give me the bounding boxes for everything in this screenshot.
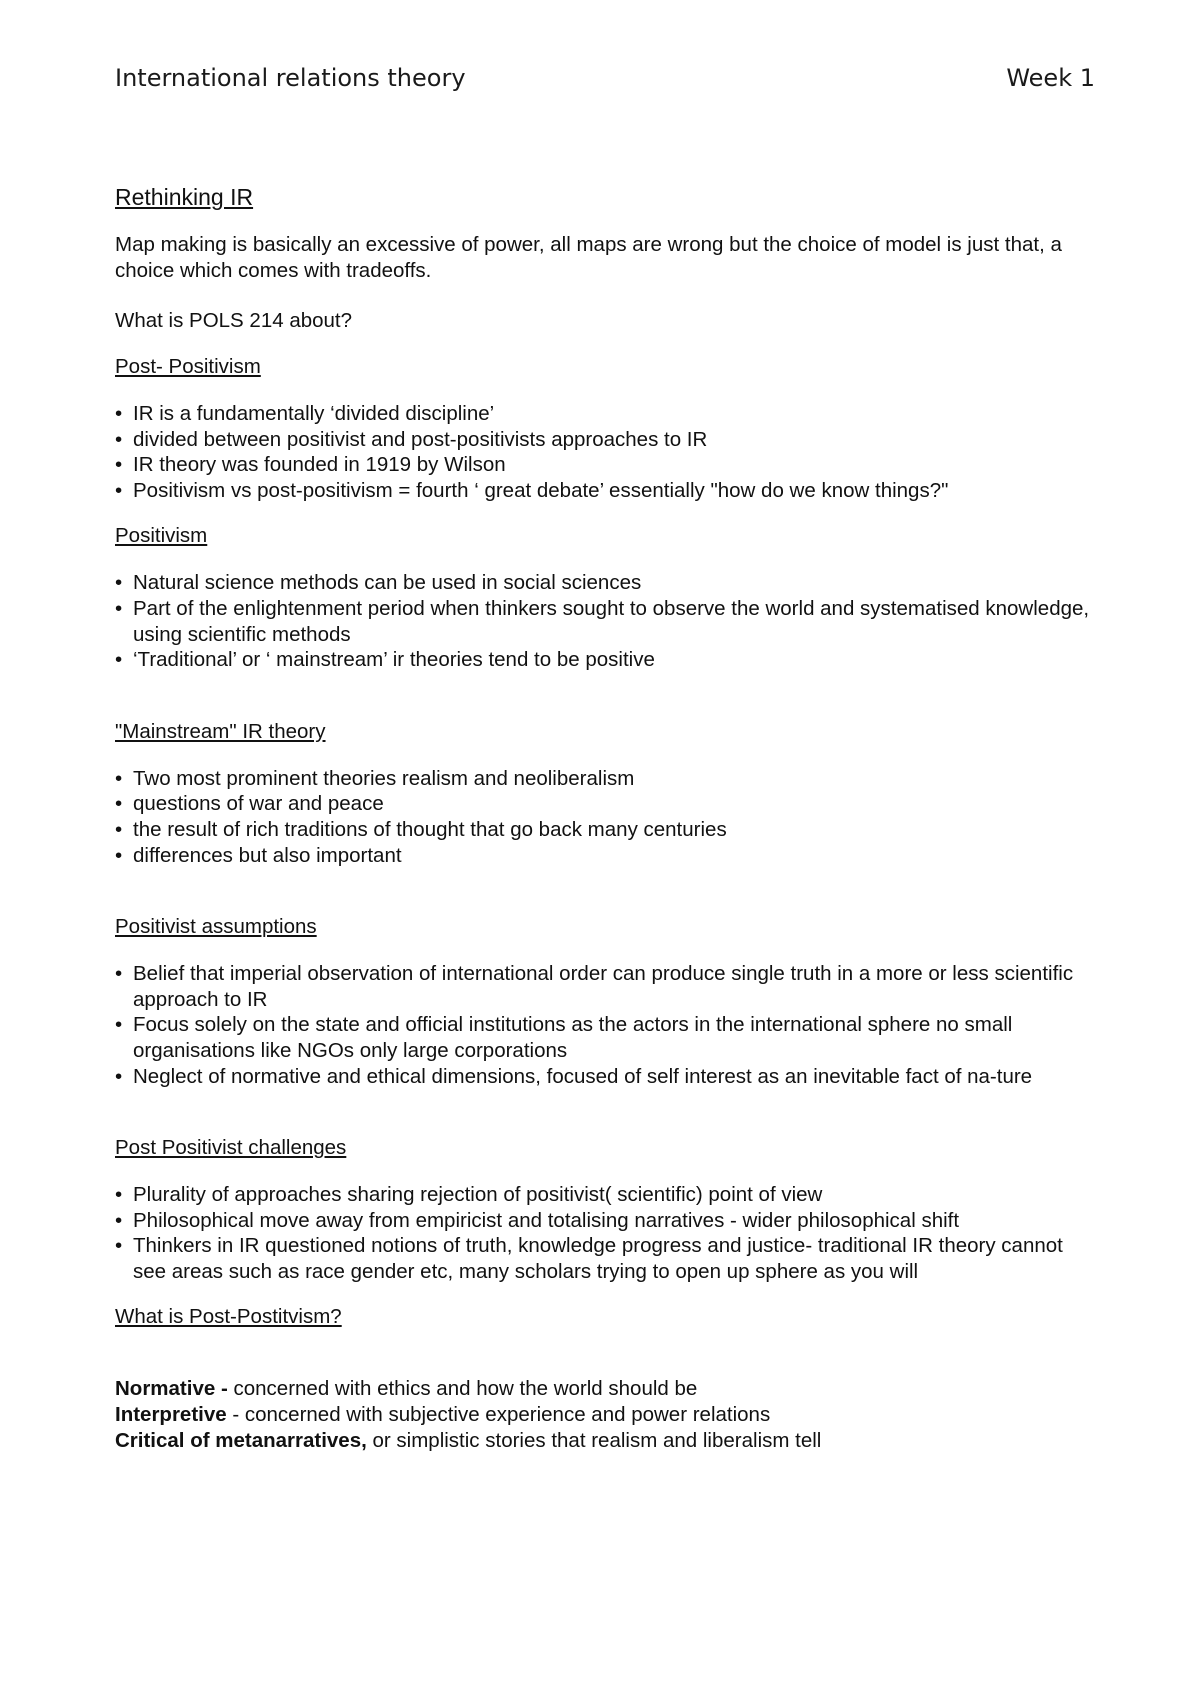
bullet-item: • Part of the enlightenment period when thinkers sought to observe the world and systematised knowledge, using scientific methods — [115, 596, 1095, 647]
definition-term: Interpretive — [115, 1403, 227, 1427]
bullet-item: • Philosophical move away from empiricist and totalising narratives - wider philosophical shift — [115, 1208, 1095, 1234]
question-line: What is POLS 214 about? — [115, 309, 353, 332]
bullet-item: • Two most prominent theories realism and neoliberalism — [115, 766, 1095, 792]
bullet-list-post-positivism — [115, 401, 1095, 503]
bullet-item: • Neglect of normative and ethical dimensions, focused of self interest as an inevitable fact of na-ture — [115, 1064, 1095, 1090]
section-heading-what-is-post-positivism: What is Post-Postitvism? — [115, 1305, 342, 1329]
bullet-item: • Belief that imperial observation of international order can produce single truth in a more or less scientific approach to IR — [115, 961, 1095, 1012]
section-heading-positivist-assumptions: Positivist assumptions — [115, 915, 317, 939]
bullet-item: • IR theory was founded in 1919 by Wilson — [115, 452, 1095, 478]
definition-interpretive — [115, 1402, 1095, 1428]
bullet-item: • Focus solely on the state and official institutions as the actors in the international sphere no small organisations like NGOs only large corporations — [115, 1012, 1095, 1063]
definition-text: or simplistic stories that realism and liberalism tell — [366, 1428, 822, 1452]
bullet-item: • ‘Traditional’ or ‘ mainstream’ ir theories tend to be positive — [115, 647, 1095, 673]
definition-normative — [115, 1376, 1095, 1402]
bullet-item: • Thinkers in IR questioned notions of truth, knowledge progress and justice- traditional IR theory cannot see areas such as race gender etc, many scholars trying to open up sphere as you will — [115, 1233, 1095, 1284]
document-page — [115, 64, 1095, 1453]
page-header — [115, 64, 1095, 92]
bullet-list-positivist-assumptions — [115, 961, 1095, 1089]
section-heading-post-positivist-challenges: Post Positivist challenges — [115, 1136, 347, 1160]
bullet-list-mainstream-ir-theory — [115, 766, 1095, 868]
definition-term: Normative - — [115, 1377, 234, 1401]
section-heading-mainstream-ir-theory: "Mainstream" IR theory — [115, 719, 326, 743]
definition-term: Critical of metanarratives, — [115, 1428, 367, 1452]
bullet-item: • Plurality of approaches sharing rejection of positivist( scientific) point of view — [115, 1182, 1095, 1208]
definition-list — [115, 1376, 1095, 1453]
bullet-list-post-positivist-challenges — [115, 1182, 1095, 1284]
section-heading-post-positivism: Post- Positivism — [115, 355, 261, 378]
intro-paragraph: Map making is basically an excessive of power, all maps are wrong but the choice of model is just that, a choice which comes with tradeoffs. — [115, 233, 1062, 282]
section-heading-positivism: Positivism — [115, 524, 208, 548]
bullet-item: • the result of rich traditions of thought that go back many centuries — [115, 817, 1095, 843]
bullet-item: • Natural science methods can be used in social sciences — [115, 570, 1095, 596]
document-title: Rethinking IR — [115, 184, 254, 210]
definition-critical — [115, 1428, 1095, 1454]
bullet-item: • Positivism vs post-positivism = fourth ‘ great debate’ essentially "how do we know things?" — [115, 478, 1095, 504]
definition-text: - concerned with subjective experience and power relations — [226, 1403, 771, 1427]
header-week: Week 1 — [1006, 64, 1095, 92]
definition-text: concerned with ethics and how the world should be — [233, 1377, 698, 1401]
bullet-item: • differences but also important — [115, 843, 1095, 869]
header-title: International relations theory — [115, 64, 466, 92]
bullet-item: • IR is a fundamentally ‘divided discipline’ — [115, 401, 1095, 427]
bullet-item: • divided between positivist and post-positivists approaches to IR — [115, 427, 1095, 453]
bullet-list-positivism — [115, 570, 1095, 672]
bullet-item: • questions of war and peace — [115, 791, 1095, 817]
